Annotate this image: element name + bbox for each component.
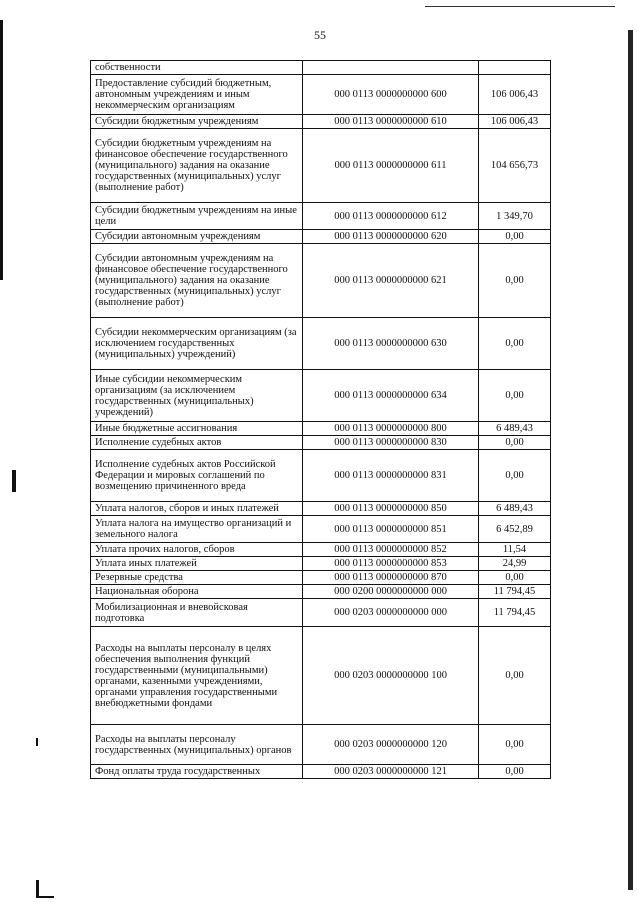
scan-top-line — [425, 6, 615, 7]
row-amount: 6 452,89 — [479, 516, 551, 543]
row-name: Мобилизационная и вневойсковая подготовка — [91, 599, 303, 627]
row-code: 000 0113 0000000000 853 — [303, 557, 479, 571]
row-amount: 11 794,45 — [479, 585, 551, 599]
scan-dot-mark — [36, 738, 38, 746]
row-amount: 0,00 — [479, 627, 551, 725]
row-name: Расходы на выплаты персоналу в целях обеспечения выполнения функций государственными (муниципальными) органами, казенными учреждениями, органами управления государственными внебюджетными фондами — [91, 627, 303, 725]
row-code: 000 0113 0000000000 630 — [303, 318, 479, 370]
row-name: Уплата налога на имущество организаций и земельного налога — [91, 516, 303, 543]
table-row — [91, 516, 551, 543]
page-number: 55 — [314, 28, 326, 42]
row-code: 000 0113 0000000000 610 — [303, 115, 479, 129]
row-code: 000 0113 0000000000 850 — [303, 502, 479, 516]
row-amount: 0,00 — [479, 370, 551, 422]
row-amount: 24,99 — [479, 557, 551, 571]
table-row — [91, 203, 551, 230]
row-code: 000 0203 0000000000 100 — [303, 627, 479, 725]
row-name: Уплата иных платежей — [91, 557, 303, 571]
row-name: Субсидии некоммерческим организациям (за исключением государственных (муниципальных) учреждений) — [91, 318, 303, 370]
row-name: Иные субсидии некоммерческим организациям (за исключением государственных (муниципальных) учреждений) — [91, 370, 303, 422]
row-code: 000 0203 0000000000 121 — [303, 765, 479, 779]
row-name: Исполнение судебных актов Российской Федерации и мировых соглашений по возмещению причиненного вреда — [91, 450, 303, 502]
row-code: 000 0113 0000000000 621 — [303, 244, 479, 318]
scan-left-edge-mark — [0, 20, 3, 280]
row-code: 000 0113 0000000000 852 — [303, 543, 479, 557]
budget-table-body — [91, 61, 551, 779]
row-name: Резервные средства — [91, 571, 303, 585]
row-name: Расходы на выплаты персоналу государственных (муниципальных) органов — [91, 725, 303, 765]
row-amount: 6 489,43 — [479, 422, 551, 436]
row-name: Субсидии бюджетным учреждениям — [91, 115, 303, 129]
row-amount: 106 006,43 — [479, 75, 551, 115]
row-amount: 0,00 — [479, 571, 551, 585]
table-row — [91, 450, 551, 502]
row-code: 000 0113 0000000000 634 — [303, 370, 479, 422]
table-row — [91, 230, 551, 244]
table-row — [91, 436, 551, 450]
row-code: 000 0113 0000000000 620 — [303, 230, 479, 244]
row-name: Иные бюджетные ассигнования — [91, 422, 303, 436]
table-row — [91, 627, 551, 725]
table-row — [91, 571, 551, 585]
row-code: 000 0203 0000000000 120 — [303, 725, 479, 765]
table-row — [91, 557, 551, 571]
row-amount: 104 656,73 — [479, 129, 551, 203]
table-row — [91, 370, 551, 422]
row-amount: 0,00 — [479, 230, 551, 244]
row-code: 000 0200 0000000000 000 — [303, 585, 479, 599]
row-amount: 0,00 — [479, 318, 551, 370]
table-row — [91, 585, 551, 599]
row-amount: 11,54 — [479, 543, 551, 557]
row-name: Уплата налогов, сборов и иных платежей — [91, 502, 303, 516]
table-row — [91, 115, 551, 129]
row-name: Субсидии бюджетным учреждениям на иные цели — [91, 203, 303, 230]
table-row — [91, 599, 551, 627]
table-row — [91, 318, 551, 370]
row-amount — [479, 61, 551, 75]
row-name: Субсидии автономным учреждениям на финансовое обеспечение государственного (муниципального) задания на оказание государственных (муниципальных) услуг (выполнение работ) — [91, 244, 303, 318]
scan-right-edge-mark — [628, 30, 633, 890]
table-row — [91, 75, 551, 115]
budget-table — [90, 60, 551, 779]
scan-corner-mark-horizontal — [36, 896, 54, 898]
row-code: 000 0113 0000000000 851 — [303, 516, 479, 543]
row-code: 000 0113 0000000000 831 — [303, 450, 479, 502]
row-name: Уплата прочих налогов, сборов — [91, 543, 303, 557]
row-code: 000 0113 0000000000 870 — [303, 571, 479, 585]
table-row — [91, 725, 551, 765]
row-name: Национальная оборона — [91, 585, 303, 599]
row-amount: 106 006,43 — [479, 115, 551, 129]
row-code: 000 0113 0000000000 830 — [303, 436, 479, 450]
row-amount: 0,00 — [479, 436, 551, 450]
table-row — [91, 61, 551, 75]
row-code: 000 0113 0000000000 600 — [303, 75, 479, 115]
row-amount: 6 489,43 — [479, 502, 551, 516]
scan-speck-mark — [12, 470, 16, 492]
table-row — [91, 129, 551, 203]
row-code: 000 0113 0000000000 612 — [303, 203, 479, 230]
row-amount: 1 349,70 — [479, 203, 551, 230]
row-name: Субсидии автономным учреждениям — [91, 230, 303, 244]
row-code: 000 0203 0000000000 000 — [303, 599, 479, 627]
table-row — [91, 543, 551, 557]
table-row — [91, 502, 551, 516]
row-amount: 0,00 — [479, 725, 551, 765]
row-code: 000 0113 0000000000 800 — [303, 422, 479, 436]
row-code — [303, 61, 479, 75]
row-code: 000 0113 0000000000 611 — [303, 129, 479, 203]
row-amount: 0,00 — [479, 244, 551, 318]
row-name: Исполнение судебных актов — [91, 436, 303, 450]
table-row — [91, 244, 551, 318]
row-amount: 0,00 — [479, 450, 551, 502]
table-row — [91, 422, 551, 436]
row-amount: 11 794,45 — [479, 599, 551, 627]
row-name: Предоставление субсидий бюджетным, автономным учреждениям и иным некоммерческим организациям — [91, 75, 303, 115]
row-name: Субсидии бюджетным учреждениям на финансовое обеспечение государственного (муниципального) задания на оказание государственных (муниципальных) услуг (выполнение работ) — [91, 129, 303, 203]
row-name: Фонд оплаты труда государственных — [91, 765, 303, 779]
row-amount: 0,00 — [479, 765, 551, 779]
table-row — [91, 765, 551, 779]
row-name: собственности — [91, 61, 303, 75]
